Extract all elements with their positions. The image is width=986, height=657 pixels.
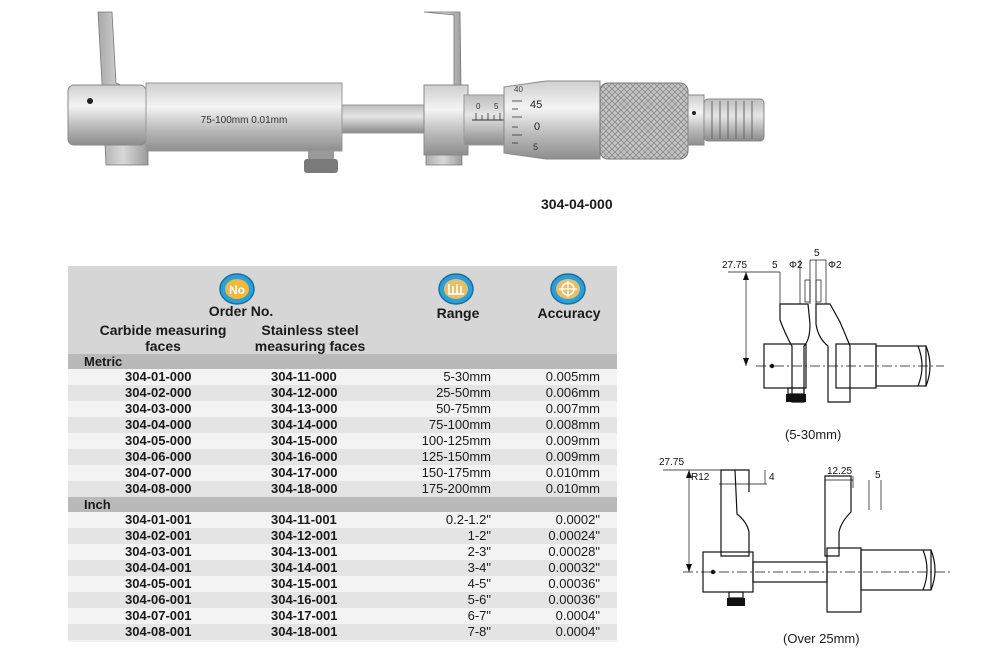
dim-label: 5 <box>772 260 778 271</box>
range-cell: 5-30mm <box>443 369 491 384</box>
carbide-heading: Carbide measuring faces <box>99 322 227 354</box>
diagram-over-25mm <box>655 452 965 624</box>
accuracy-icon <box>547 272 589 306</box>
product-code: 304-04-000 <box>541 196 613 212</box>
range-heading: Range <box>436 305 480 321</box>
range-cell: 6-7" <box>467 608 491 623</box>
stainless-order-no: 304-13-000 <box>271 401 338 416</box>
stainless-order-no: 304-13-001 <box>271 544 338 559</box>
carbide-order-no: 304-08-000 <box>125 481 192 496</box>
carbide-order-no: 304-01-000 <box>125 369 192 384</box>
accuracy-cell: 0.0004" <box>555 624 600 639</box>
range-cell: 175-200mm <box>421 481 491 496</box>
stainless-order-no: 304-16-000 <box>271 449 338 464</box>
carbide-order-no: 304-04-001 <box>125 560 192 575</box>
accuracy-cell: 0.010mm <box>545 465 600 480</box>
stainless-order-no: 304-17-001 <box>271 608 338 623</box>
dim-label: 27.75 <box>722 260 748 271</box>
carbide-order-no: 304-08-001 <box>125 624 192 639</box>
range-cell: 75-100mm <box>428 417 491 432</box>
carbide-order-no: 304-07-000 <box>125 465 192 480</box>
thimble-digit: 45 <box>530 99 543 111</box>
stainless-heading: Stainless steel measuring faces <box>254 322 366 354</box>
table-row <box>68 512 617 528</box>
accuracy-cell: 0.0002" <box>555 512 600 527</box>
section-heading: Metric <box>68 354 617 369</box>
table-row <box>68 433 617 449</box>
range-cell: 7-8" <box>467 624 491 639</box>
range-cell: 125-150mm <box>421 449 491 464</box>
stainless-order-no: 304-15-000 <box>271 433 338 448</box>
stainless-order-no: 304-14-001 <box>271 560 338 575</box>
thimble-digit: 40 <box>514 85 523 94</box>
range-cell: 2-3" <box>467 544 491 559</box>
table-row <box>68 401 617 417</box>
dim-label: R12 <box>691 472 710 483</box>
table-row <box>68 592 617 608</box>
accuracy-cell: 0.0004" <box>555 608 600 623</box>
carbide-order-no: 304-03-001 <box>125 544 192 559</box>
accuracy-cell: 0.009mm <box>545 433 600 448</box>
table-row <box>68 369 617 385</box>
range-icon <box>435 272 477 306</box>
range-cell: 25-50mm <box>436 385 491 400</box>
stainless-order-no: 304-18-000 <box>271 481 338 496</box>
table-row <box>68 624 617 640</box>
thimble-digit: 0 <box>534 121 541 133</box>
stainless-order-no: 304-11-000 <box>271 369 337 384</box>
carbide-order-no: 304-04-000 <box>125 417 192 432</box>
table-row <box>68 465 617 481</box>
table-row <box>68 576 617 592</box>
carbide-order-no: 304-02-001 <box>125 528 192 543</box>
range-cell: 3-4" <box>467 560 491 575</box>
stainless-order-no: 304-17-000 <box>271 465 338 480</box>
order-number-icon <box>216 272 258 306</box>
section-heading: Inch <box>68 497 617 512</box>
stainless-order-no: 304-14-000 <box>271 417 338 432</box>
accuracy-cell: 0.007mm <box>545 401 600 416</box>
photo-label: 75-100mm 0.01mm <box>200 115 288 126</box>
order-icon-text: No <box>229 283 245 297</box>
accuracy-cell: 0.009mm <box>545 449 600 464</box>
accuracy-cell: 0.00036" <box>548 592 600 607</box>
table-row <box>68 608 617 624</box>
carbide-order-no: 304-06-000 <box>125 449 192 464</box>
accuracy-cell: 0.00028" <box>548 544 600 559</box>
thimble-digit: 5 <box>533 142 539 152</box>
table-row <box>68 560 617 576</box>
range-cell: 150-175mm <box>421 465 491 480</box>
accuracy-cell: 0.00032" <box>548 560 600 575</box>
carbide-order-no: 304-05-001 <box>125 576 192 591</box>
micrometer-illustration <box>68 12 764 173</box>
stainless-order-no: 304-12-000 <box>271 385 338 400</box>
range-cell: 0.2-1.2" <box>445 512 491 527</box>
stainless-order-no: 304-16-001 <box>271 592 338 607</box>
table-row <box>68 481 617 497</box>
range-cell: 1-2" <box>467 528 491 543</box>
diagram-5-30mm <box>718 244 958 414</box>
dim-label: 4 <box>769 472 775 483</box>
range-cell: 5-6" <box>467 592 491 607</box>
dim-label: 27.75 <box>659 457 685 468</box>
diagram-caption-large: (Over 25mm) <box>783 631 860 646</box>
dim-label: Φ2 <box>828 260 842 271</box>
dim-label: Φ2 <box>789 260 803 271</box>
table-header <box>68 266 617 354</box>
accuracy-cell: 0.00036" <box>548 576 600 591</box>
table-row <box>68 417 617 433</box>
stainless-order-no: 304-11-001 <box>271 512 337 527</box>
order-no-heading: Order No. <box>208 303 274 319</box>
carbide-order-no: 304-06-001 <box>125 592 192 607</box>
carbide-order-no: 304-07-001 <box>125 608 192 623</box>
table-row <box>68 449 617 465</box>
accuracy-cell: 0.00024" <box>548 528 600 543</box>
spec-table <box>68 266 617 642</box>
sleeve-digit: 0 <box>476 102 481 111</box>
dim-label: 5 <box>875 470 881 481</box>
carbide-order-no: 304-02-000 <box>125 385 192 400</box>
carbide-order-no: 304-01-001 <box>125 512 192 527</box>
table-row <box>68 528 617 544</box>
carbide-order-no: 304-05-000 <box>125 433 192 448</box>
sleeve-digit: 5 <box>494 102 499 111</box>
accuracy-heading: Accuracy <box>537 305 601 321</box>
range-cell: 100-125mm <box>421 433 491 448</box>
range-cell: 50-75mm <box>436 401 491 416</box>
stainless-order-no: 304-18-001 <box>271 624 338 639</box>
product-photo <box>60 5 780 190</box>
dim-label: 5 <box>814 248 820 259</box>
stainless-order-no: 304-12-001 <box>271 528 338 543</box>
range-cell: 4-5" <box>467 576 491 591</box>
accuracy-cell: 0.006mm <box>545 385 600 400</box>
table-row <box>68 385 617 401</box>
accuracy-cell: 0.008mm <box>545 417 600 432</box>
table-row <box>68 544 617 560</box>
accuracy-cell: 0.010mm <box>545 481 600 496</box>
accuracy-cell: 0.005mm <box>545 369 600 384</box>
carbide-order-no: 304-03-000 <box>125 401 192 416</box>
dim-label: 12.25 <box>827 466 853 477</box>
stainless-order-no: 304-15-001 <box>271 576 338 591</box>
diagram-caption-small: (5-30mm) <box>785 427 842 442</box>
